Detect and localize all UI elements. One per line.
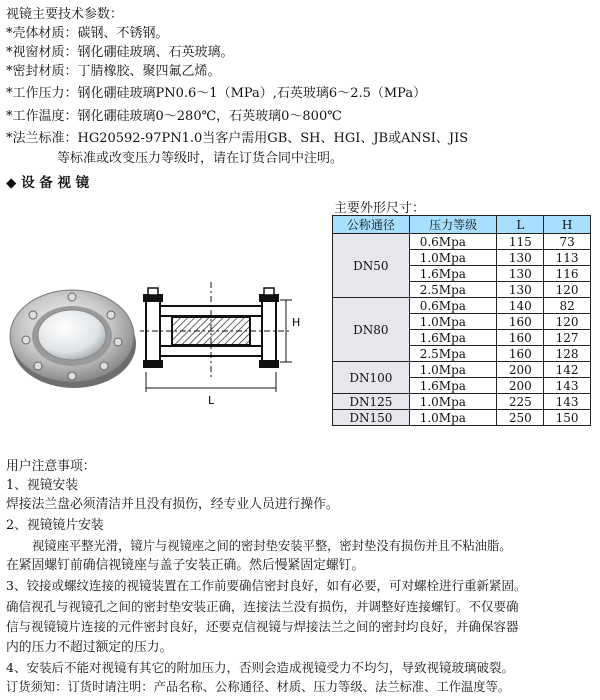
notes-text: 内的压力不超过额定的压力。 [6, 640, 173, 655]
dn-cell: DN150 [333, 410, 410, 426]
notes-text: 焊接法兰盘必须清洁并且没有损伤，经专业人员进行操作。 [6, 497, 339, 512]
notes-section-title: 2、视镜镜片安装 [6, 518, 104, 533]
l-cell: 130 [497, 266, 544, 282]
table-row [333, 410, 591, 426]
col-header-l: L [497, 216, 544, 234]
h-cell: 143 [544, 378, 591, 394]
dn-cell: DN125 [333, 394, 410, 410]
dimension-title: 主要外形尺寸： [334, 201, 426, 216]
col-header-dn: 公称通径 [333, 216, 410, 234]
table-row [333, 362, 591, 378]
l-cell: 130 [497, 282, 544, 298]
dn-cell: DN100 [333, 362, 410, 394]
pressure-cell: 1.6Mpa [409, 266, 497, 282]
pressure-cell: 1.0Mpa [409, 362, 497, 378]
h-cell: 142 [544, 362, 591, 378]
h-cell: 143 [544, 394, 591, 410]
pressure-cell: 1.0Mpa [409, 314, 497, 330]
pressure-cell: 2.5Mpa [409, 282, 497, 298]
l-cell: 200 [497, 378, 544, 394]
spec-item: *壳体材质：碳钢、不锈钢。 [6, 26, 169, 41]
dimension-table [332, 215, 591, 426]
spec-continuation: 等标准或改变压力等级时，请在订货合同中注明。 [57, 151, 344, 166]
notes-text: 4、安装后不能对视镜有其它的附加压力，否则会造成视镜受力不均匀，导致视镜玻璃破裂。 [6, 660, 514, 675]
dn-cell: DN50 [333, 234, 410, 298]
notes-text: 3、铰接或螺纹连接的视镜装置在工作前要确信密封良好，如有必要，可对螺栓进行重新紧固。 [6, 578, 527, 593]
l-cell: 225 [497, 394, 544, 410]
notes-text: 确信视孔与视镜孔之间的密封垫安装正确，连接法兰没有损伤，并调整好连接螺钉。不仅要确 [6, 599, 519, 614]
spec-item: *密封材质：丁腈橡胶、聚四氟乙烯。 [6, 64, 221, 79]
notes-title: 用户注意事项： [6, 459, 96, 474]
h-cell: 120 [544, 314, 591, 330]
pressure-cell: 0.6Mpa [409, 234, 497, 250]
h-cell: 120 [544, 282, 591, 298]
l-cell: 200 [497, 362, 544, 378]
pressure-cell: 2.5Mpa [409, 346, 497, 362]
spec-title: 视镜主要技术参数： [6, 7, 124, 22]
h-cell: 116 [544, 266, 591, 282]
product-heading: ◆ 设 备 视 镜 [6, 175, 90, 191]
l-cell: 115 [497, 234, 544, 250]
h-cell: 128 [544, 346, 591, 362]
dim-label-h: H [292, 316, 301, 329]
notes-text: 视镜座平整光滑，镜片与视镜座之间的密封垫安装平整，密封垫没有损伤并且不粘油脂。 [32, 539, 512, 553]
l-cell: 160 [497, 314, 544, 330]
notes-text: 在紧固螺钉前确信视镜座与盖子安装正确。然后慢紧固定螺钉。 [6, 558, 365, 573]
pressure-cell: 1.0Mpa [409, 394, 497, 410]
h-cell: 150 [544, 410, 591, 426]
l-cell: 160 [497, 330, 544, 346]
l-cell: 160 [497, 346, 544, 362]
notes-text: 信与视镜镜片连接的元件密封良好，还要克信视镜与焊接法兰之间的密封均良好，并确保容器 [6, 619, 519, 634]
table-header-row [333, 216, 591, 234]
spec-item: *视窗材质：钢化硼硅玻璃、石英玻璃。 [6, 45, 234, 60]
dim-label-l: L [208, 394, 215, 407]
spec-item: *法兰标准：HG20592-97PN1.0当客户需用GB、SH、HGI、JB或ANSI、JIS [6, 131, 469, 146]
h-cell: 127 [544, 330, 591, 346]
col-header-h: H [544, 216, 591, 234]
sight-glass-section-drawing [140, 280, 315, 410]
sight-glass-photo [6, 280, 142, 392]
table-row [333, 394, 591, 410]
h-cell: 113 [544, 250, 591, 266]
pressure-cell: 1.6Mpa [409, 330, 497, 346]
l-cell: 130 [497, 250, 544, 266]
table-row [333, 234, 591, 250]
h-cell: 82 [544, 298, 591, 314]
col-header-pressure: 压力等级 [409, 216, 497, 234]
spec-item: *工作压力：钢化硼硅玻璃PN0.6～1（MPa）,石英玻璃6～2.5（MPa） [6, 86, 427, 101]
notes-section-title: 1、视镜安装 [6, 478, 79, 493]
pressure-cell: 0.6Mpa [409, 298, 497, 314]
dn-cell: DN80 [333, 298, 410, 362]
pressure-cell: 1.0Mpa [409, 410, 497, 426]
spec-item: *工作温度：钢化硼硅玻璃0～280℃，石英玻璃0～800℃ [6, 109, 342, 124]
pressure-cell: 1.0Mpa [409, 250, 497, 266]
l-cell: 250 [497, 410, 544, 426]
h-cell: 73 [544, 234, 591, 250]
l-cell: 140 [497, 298, 544, 314]
pressure-cell: 1.6Mpa [409, 378, 497, 394]
table-row [333, 298, 591, 314]
order-notice: 订货须知：订货时请注明：产品名称、公称通径、材质、压力等级、法兰标准、工作温度等。 [6, 680, 511, 694]
